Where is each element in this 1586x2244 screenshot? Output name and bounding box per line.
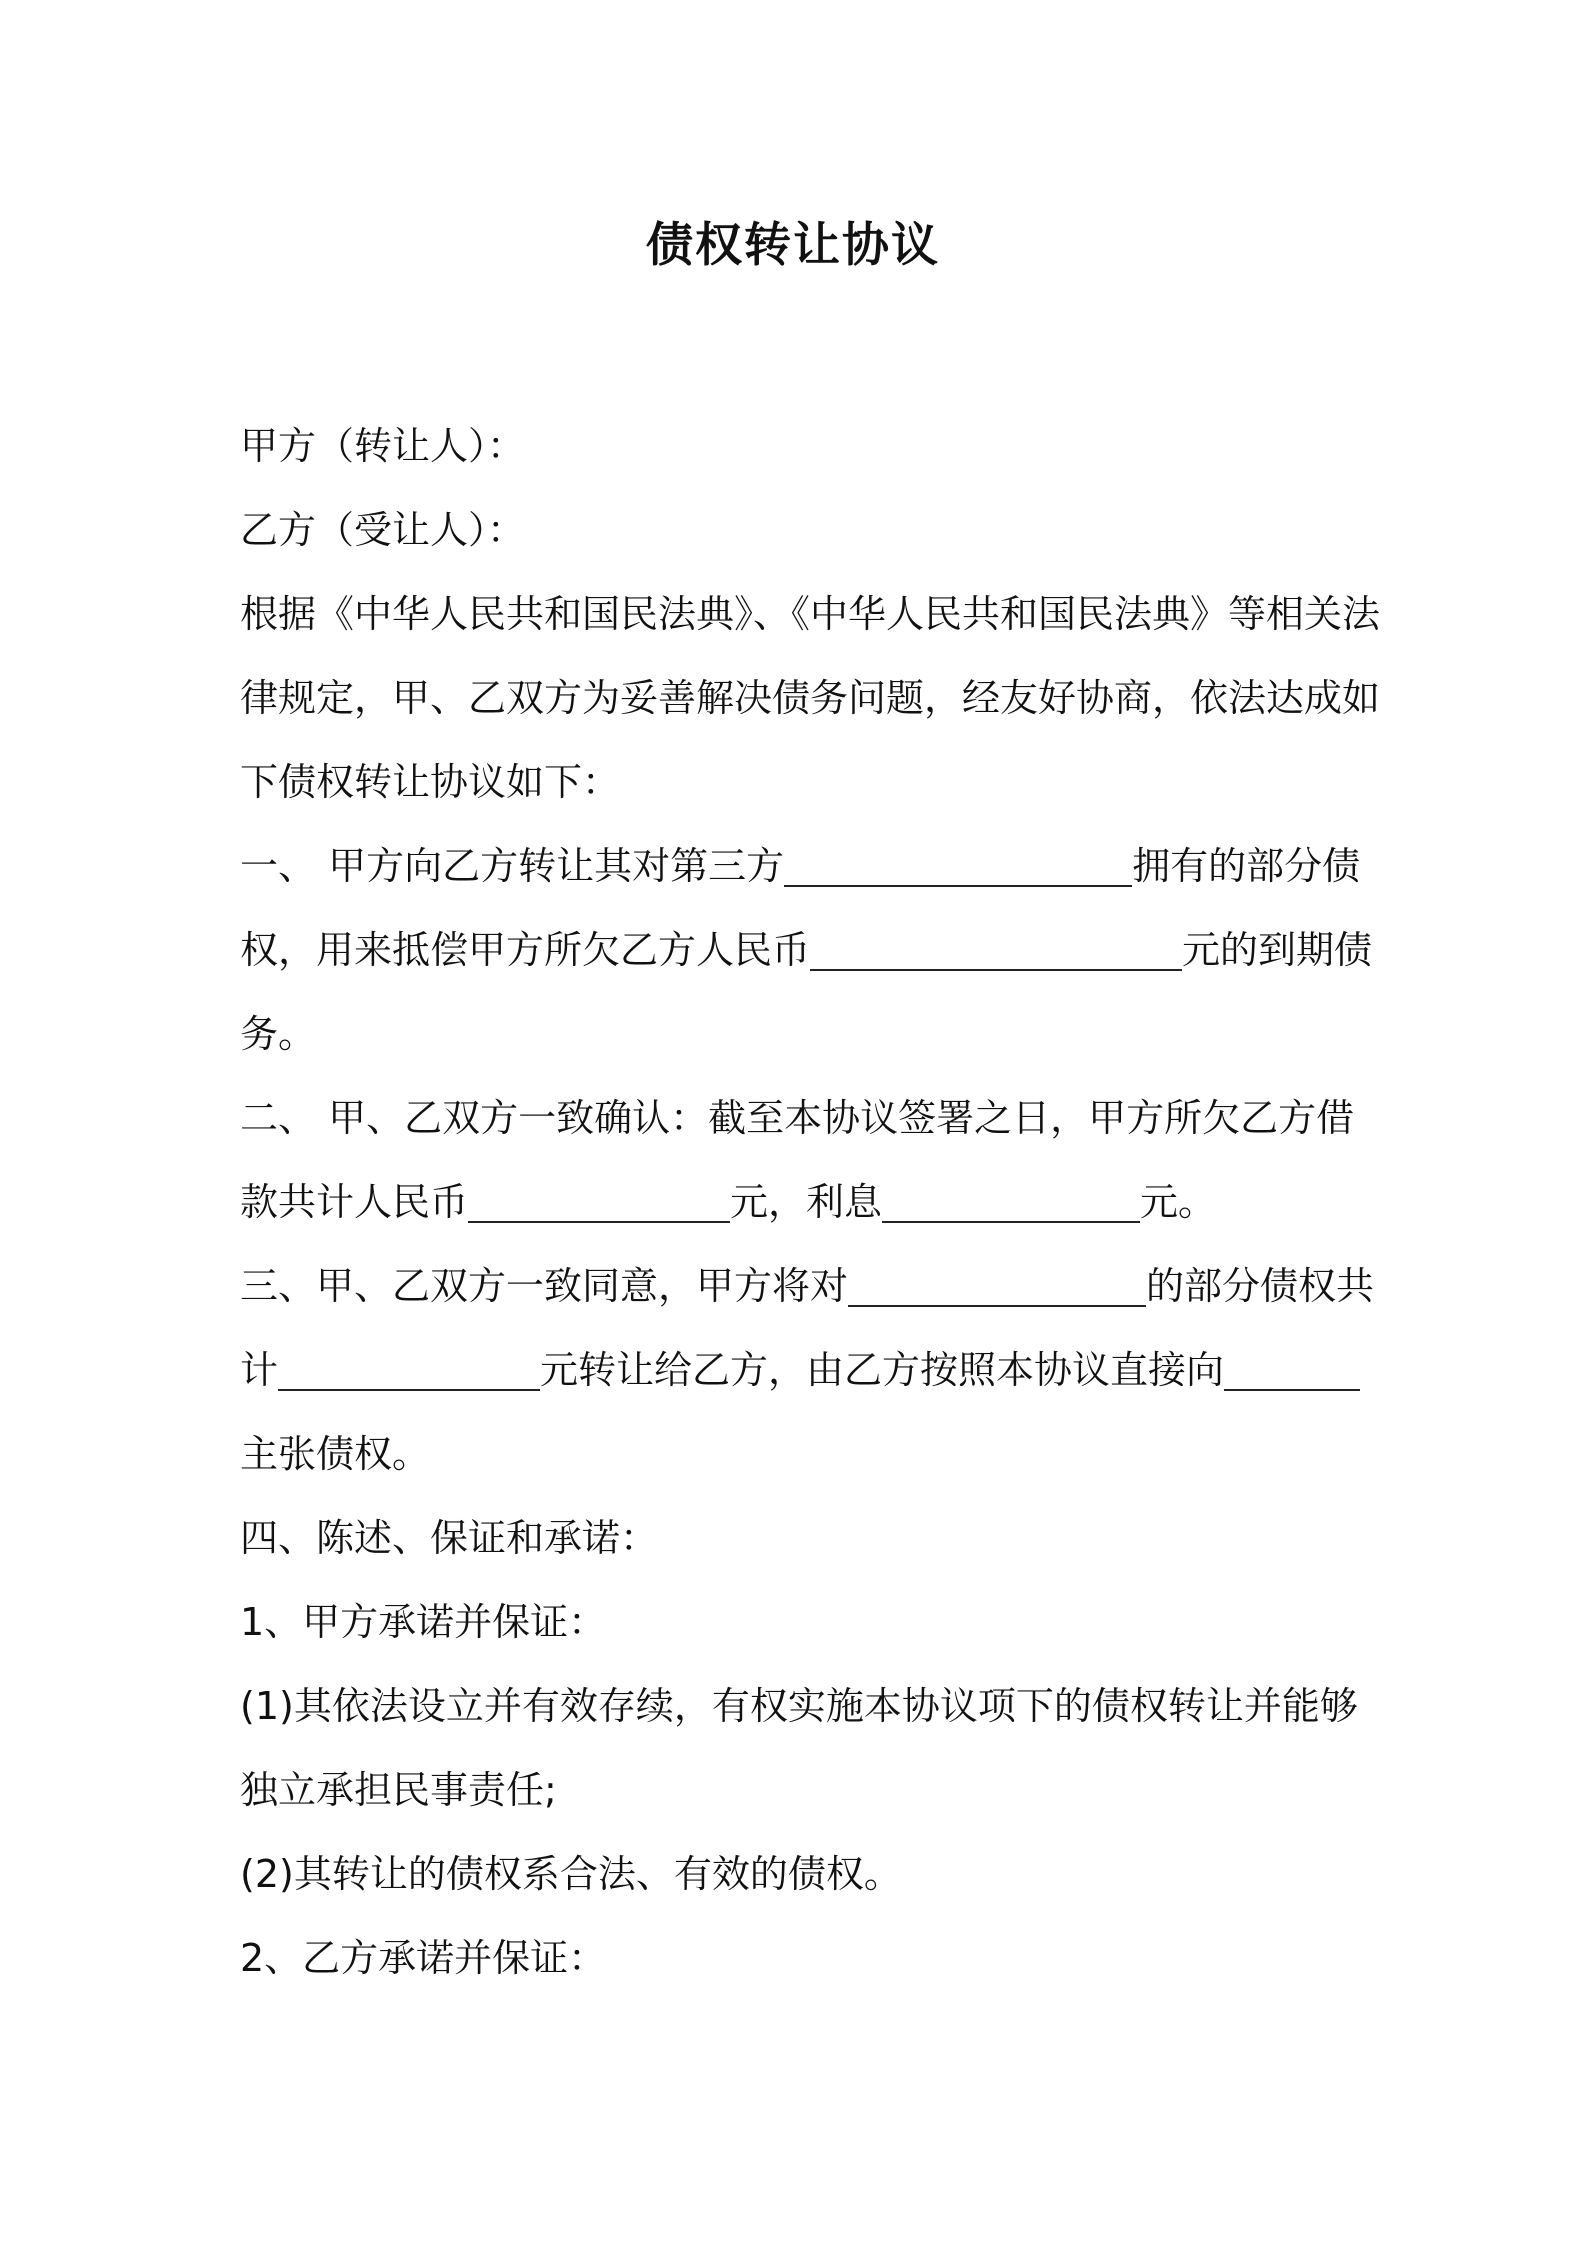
party-a-line: 甲方（转让人）： <box>240 424 526 468</box>
clause-4-sub-2: 2、乙方承诺并保证： <box>240 1936 607 1980</box>
clause-2-line-2 <box>240 1160 1352 1244</box>
clause-2-text-3: 元，利息 <box>730 1180 883 1224</box>
debt-amount-blank[interactable] <box>810 939 1182 971</box>
clause-4-item-1-line-1: (1)其依法设立并有效存续，有权实施本协议项下的债权转让并能够 <box>240 1684 1358 1728</box>
third-party-blank[interactable] <box>784 855 1132 887</box>
clause-1-text-3: 权，用来抵偿甲方所欠乙方人民币 <box>240 928 811 972</box>
clause-3-line-2 <box>240 1328 1352 1412</box>
clause-3-line-3: 主张债权。 <box>240 1432 431 1476</box>
party-b-line: 乙方（受让人）： <box>240 508 526 552</box>
loan-total-blank[interactable] <box>468 1191 730 1223</box>
claim-target-blank[interactable] <box>1224 1359 1360 1391</box>
clause-3-text-2: 的部分债权共 <box>1146 1264 1375 1308</box>
clause-3-text-4: 元转让给乙方，由乙方按照本协议直接向 <box>540 1348 1225 1392</box>
clause-4-item-2: (2)其转让的债权系合法、有效的债权。 <box>240 1852 902 1896</box>
interest-blank[interactable] <box>882 1191 1140 1223</box>
clause-3-text-1: 三、甲、乙双方一致同意，甲方将对 <box>240 1264 849 1308</box>
clause-2-text-4: 元。 <box>1140 1180 1217 1224</box>
preamble-line-2: 律规定，甲、乙双方为妥善解决债务问题，经友好协商，依法达成如 <box>240 676 1381 720</box>
clause-4-sub-1: 1、甲方承诺并保证： <box>240 1600 607 1644</box>
debtor-blank[interactable] <box>848 1275 1146 1307</box>
preamble-line-3: 下债权转让协议如下： <box>240 760 621 804</box>
clause-2-line-1: 二、 甲、乙双方一致确认：截至本协议签署之日，甲方所欠乙方借 <box>240 1096 1355 1140</box>
transfer-amount-blank[interactable] <box>278 1359 540 1391</box>
preamble-line-1: 根据《中华人民共和国民法典》、《中华人民共和国民法典》等相关法 <box>240 592 1381 636</box>
clause-1-line-2 <box>240 908 1373 992</box>
clause-1-text-2: 拥有的部分债 <box>1132 844 1361 888</box>
clause-3-text-3: 计 <box>240 1348 279 1392</box>
clause-4-item-1-line-2: 独立承担民事责任; <box>240 1768 557 1812</box>
clause-4-heading: 四、陈述、保证和承诺： <box>240 1516 659 1560</box>
document-title: 债权转让协议 <box>646 218 940 273</box>
document-body <box>240 404 1381 2000</box>
clause-3-line-1 <box>240 1244 1375 1328</box>
clause-1-line-3: 务。 <box>240 1012 317 1056</box>
clause-1-line-1 <box>240 824 1361 908</box>
clause-1-text-1: 一、 甲方向乙方转让其对第三方 <box>240 844 785 888</box>
clause-2-text-2: 款共计人民币 <box>240 1180 469 1224</box>
clause-1-text-4: 元的到期债 <box>1182 928 1373 972</box>
